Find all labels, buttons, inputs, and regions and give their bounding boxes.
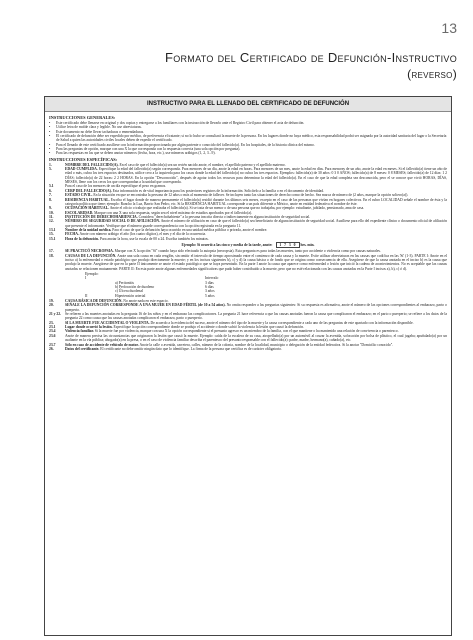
example-cell: 5 años: [205, 293, 215, 298]
title-text: Formato del Certificado de Defunción-Instructivo: [164, 50, 457, 65]
instruction-number: 13.1: [49, 227, 56, 232]
instruction-body: Marque con una X una sola respuesta, según sea el nivel máximo de estudios aprobados por el fallecido(a).: [94, 210, 253, 215]
instruction-body: Anote de manera precisa las circunstancias que originaron la lesión que causó la muerte. Ejemplo: caída de la escalera de su casa, atropellado(a) por un automóvil al cruzar la avenida, sofocación por bolsa de plástico, el cual jugaba; apuñalado(a) por un asaltante en la vía pública; ahogado(a) en la presa, o en el caso de violencia familiar describa el parentesco del presunto responsable con el fallecido(a): padre, madre, hermano(a), cuñado(a), etc.: [65, 333, 447, 343]
example-causes-label: Ejemplo:: [85, 272, 99, 276]
instruction-number: 19.: [49, 299, 54, 304]
instruction-text: [65, 254, 447, 271]
instruction-item: [49, 303, 447, 312]
example-head-col1: I: [85, 276, 87, 281]
example-cell: a) Peritonitis: [115, 280, 134, 285]
example-time-unit: hrs. min.: [300, 242, 315, 247]
instruction-body: Si la muerte fue por violencia, marque con una X la opción correspondiente si el presunto agresor es un miembro de la familia, con el que mantiene o ha mantenido una relación de convivencia o parentesco.: [94, 329, 399, 334]
page-number: 13: [441, 20, 457, 36]
instruction-text: [65, 303, 447, 312]
example-cell: II: [85, 293, 88, 298]
general-item-text: Utilice letra de molde clara y legible. No use abreviaturas.: [56, 125, 142, 130]
instruction-body: Anote con número arábigo el año (los cuatro dígitos), el mes y el día de la ocurrencia.: [79, 232, 207, 237]
instruction-number: 11.: [49, 214, 54, 219]
instruction-label: Lugar donde ocurrió la lesión.: [65, 325, 113, 330]
instruction-label: CAUSAS DE LA DEFUNCIÓN.: [65, 253, 117, 258]
general-item: [49, 151, 447, 155]
example-cell: Hipertensión arterial: [115, 293, 146, 298]
instructions-card: [44, 96, 452, 636]
instruction-label: Hora de la defunción.: [65, 236, 100, 241]
instruction-number: 23.6: [49, 333, 56, 338]
instruction-text: [65, 334, 447, 343]
instruction-number: 15.1: [49, 236, 56, 241]
example-head-col3: Intervalo: [205, 276, 219, 281]
instructions-body: [45, 112, 451, 351]
bullet-icon: •: [49, 134, 51, 139]
instruction-number: 10.: [49, 210, 54, 215]
general-item-text: Para las respuestas en las que se deben anotar números (fecha, hora, etc.), use números arábigos (1, 2, 3...9).: [56, 151, 216, 156]
specific-list-c: [49, 299, 447, 351]
instruction-number: 23.: [49, 320, 54, 325]
instruction-label: SEÑALE LA DEFUNCIÓN CORRESPONDE A UNA MUJER EN EDAD FÉRTIL (de 10 a 54 años).: [65, 303, 226, 308]
instruction-label: NÚMERO DE SEGURIDAD SOCIAL O DE AFILIACIÓN.: [65, 219, 160, 224]
instruction-text: [65, 167, 447, 184]
example-cell: b) Perforación de duodeno: [115, 285, 155, 290]
bullet-icon: •: [49, 129, 51, 134]
instruction-body: Esta información es de vital importancia para los posteriores registros de la información. Solicítelo a la familia o en el documento de identidad.: [112, 188, 325, 193]
bullet-icon: •: [49, 121, 51, 125]
instruction-body: No anote nada en este espacio.: [123, 299, 169, 304]
instruction-label: RESIDENCIA HABITUAL.: [65, 197, 110, 202]
instruction-label: Datos del certificante.: [65, 346, 100, 351]
instruction-number: 21 y 22.: [49, 312, 61, 317]
instruction-body: En el caso de que el fallecido(a) sea un recién nacido anote, el nombre, el apellido paterno y el apellido materno.: [119, 162, 286, 167]
instruction-label: EDAD CUMPLIDA.: [65, 167, 98, 172]
instruction-number: 9.: [49, 206, 52, 211]
example-causes-rows: [85, 281, 447, 298]
instruction-body: Para el caso de que la defunción haya ocurrido en una unidad médica pública o privada, anote el nombre.: [112, 227, 268, 232]
instruction-body: Se refieren a las muertes anotadas en la pregunta 16 de los niños y en el embarazo las complicaciones. La pregunta 21 hace referencia a que las causas anotadas fueron la causa que complicaron el embarazo; en el parto o puerperio; se refiere a los datos de la pregunta 22 como causa que las causas anotadas complicaron el embarazo, parto o puerperio.: [65, 312, 447, 321]
instruction-number: 5.: [49, 167, 52, 172]
general-item-text: Este documento no debe llevar tachaduras o enmendaduras.: [56, 129, 145, 134]
specific-heading: INSTRUCCIONES ESPECÍFICAS:: [49, 156, 118, 162]
instruction-body: Anote el oficio o trabajo que realizaba el fallecido(a). Si se trata de un menor o de una persona que no trabajaba, por ejemplo: estudiante, jubilado, pensionado, ama de casa.: [109, 206, 365, 211]
instruction-label: CAUSA BÁSICA DE DEFUNCIÓN.: [65, 299, 123, 304]
card-header: INSTRUCTIVO PARA EL LLENADO DEL CERTIFICADO DE DEFUNCIÓN: [45, 97, 451, 112]
instruction-item: [49, 254, 447, 271]
instruction-body: Marque con X la opción "Sí" cuando haya sido efectuado la autopsia (necropsia). Esta pregunta es para todas las muertes, tanto por accidente o violencia como por causas naturales.: [114, 249, 381, 254]
instruction-body: Escriba el lugar donde de manera permanente el fallecido(a) residió durante los últimos seis meses, excepto en el caso de las personas que vivían en hogares colectivos. En el rubro LOCALIDAD señale el nombre de ésta y la categoría política que tiene; ejemplo: Rancho la Luz, Barrio San Pedro, etc. Si la RESIDENCIA HABITUAL corresponde a un país diferente a México, anote en entidad federativa el nombre de éste.: [65, 197, 447, 206]
instruction-body: Anote una sola causa en cada renglón, sin omitir el intervalo de tiempo aproximado entre el comienzo de cada causa y la muerte. Evite utilizar abreviaturas en las causas que codifica en las 'Sí' (1-3). PARTE I: Anote en el inciso a) la enfermedad o estado patológico que produjo directamente la muerte; y en los incisos siguientes b), c) y d) la causa básica o de fondo que se origina como consecuencia de ella. Asegúrese de que la causa anotada en el inciso b) es la causa que produjo la muerte. Asegúrese de que en la parte II únicamente se anote el estado patológico que se haya presentado. En la parte I anote la causa que aparece como enfermedad o lesión que inició la cadena de acontecimientos. No es aceptable que las causas anotadas se relacionen mutuamente. PARTE II: En esta parte anote algunas enfermedades significativas que pudo haber contribuido a la muerte, pero que no esté relacionada con las causas anotadas en la Parte I incisos a), b), c) ó d).: [65, 253, 448, 271]
instruction-text: [65, 219, 447, 228]
instruction-body: Especifique la edad del fallecido(a) según corresponda. Para menores de un día, anote la edad en horas. Para menores de un mes, anote la edad en días. Para menores de un año, anote la edad en meses. Si el fallecido(a) tiene un año de edad o más, cubra los tres espacios destinados, utilice cero a la izquierda para los casos donde la edad del fallecido(a) no cubra los tres espacios. Ejemplos: fallecido(a) de 30 años: 0 3 0 AÑOS; fallecido(a) de 8 meses: 0 8 MESES; fallecido(a) de 12 días: 1 2 DÍAS; fallecido(a) de 22 horas: 2 2 HORAS. En la opción "Desconocido", después de agotar todos los recursos para determinar la edad del fallecido(a). En el caso de que la edad completa sea desconocida, pero el se conoce que vivió HORAS, DÍAS, MESES, llene con los ceros los que correspondan a la unidad que corresponda.: [65, 167, 447, 185]
instruction-body: Considera "derechohabiente" a la persona inscrita directa o indirectamente en alguna institución de seguridad social.: [138, 214, 311, 219]
instruction-item: [49, 312, 447, 321]
instruction-number: 5.1: [49, 184, 54, 189]
instruction-body: Anote el número de afiliación en caso de que el fallecido(a) sea beneficiario de alguna institución de seguridad social. Auxíliese para ello del expediente clínico o documento oficial de afiliación que presente el informante. Verifique que el número guarde correspondencia con la opción registrada en la pregunta 11.: [65, 219, 447, 228]
instruction-number: 1.: [49, 162, 52, 167]
instruction-number: 7.: [49, 193, 52, 198]
general-item-text: Este certificado debe llenarse en original y dos copias y entregarse a los familiares con la instrucción de llevarlo ante el Registro Civil para obtener el acta de defunción.: [56, 121, 305, 125]
instruction-number: 20.: [49, 303, 54, 308]
instruction-body: El certificante no debe omitir ningún dato que lo identifique. La firma de la persona que certifica es de carácter obligatorio.: [100, 346, 283, 351]
instruction-number: 8.: [49, 197, 52, 202]
instruction-number: 15.: [49, 232, 54, 237]
bullet-icon: •: [49, 142, 51, 147]
example-time-value: 1 7 3 0: [276, 242, 299, 248]
specific-list-a: [49, 163, 447, 241]
instruction-label: FECHA.: [65, 232, 79, 237]
bullet-icon: •: [49, 125, 51, 130]
instruction-label: Nombre de la unidad médica.: [65, 227, 112, 232]
general-item-text: Para las preguntas de opción, marque con una X la que corresponda con la respuesta correcta (una sola opción por pregunta).: [56, 147, 241, 152]
instruction-label: SE PRACTICÓ NECROPSIA.: [65, 249, 114, 254]
specific-list-b: [49, 249, 447, 271]
instruction-label: ESTADO CIVIL.: [65, 193, 93, 198]
general-item-text: El certificado de defunción debe ser expedido por médico, de preferencia el tratante; si no lo hubo se consultará la muerte de la persona. En los lugares donde no haya médico, esta responsabilidad podrá ser asignada por la autoridad sanitaria del lugar o la Secretaría de Salud a quien las autoridades civiles locales deben de expedir el certificado.: [56, 134, 447, 143]
subtitle-text: (reverso): [407, 67, 457, 81]
instruction-label: OCUPACIÓN HABITUAL.: [65, 206, 109, 211]
instruction-label: Violencia familiar.: [65, 329, 94, 334]
general-heading: INSTRUCCIONES GENERALES:: [49, 115, 116, 120]
instruction-body: Para anotar la hora, use la escala de 00 a 24. Escriba también los minutos.: [99, 236, 209, 241]
instruction-body: De acuerdo a la evidencia del suceso, anote el número del tipo de la muerte y la causa correspondiente a cada uno de las preguntas de este apartado con la información disponible.: [150, 320, 414, 325]
instruction-item: [49, 198, 447, 207]
instruction-label: SI LA MUERTE FUE ACCIDENTAL O VIOLENTA.: [65, 320, 150, 325]
instruction-text: [65, 312, 447, 321]
example-time: [49, 242, 447, 248]
instruction-label: CERP DEL FALLECIDO(A).: [65, 188, 112, 193]
page-title: [0, 50, 457, 82]
instruction-label: INSTITUCIÓN DE DERECHOHABIENCIA.: [65, 214, 138, 219]
example-time-label: Ejemplo: Si ocurrió a las cinco y media de la tarde, anote:: [181, 242, 273, 247]
example-cell: 3 años: [205, 289, 215, 294]
example-cell: 3 días: [205, 280, 214, 285]
general-item-text: Para el llenado de este certificado auxíliese con la información proporcionada por algún pariente o conocido del fallecido(a). En los hospitales, de la historia clínica del mismo.: [56, 142, 315, 147]
instruction-label: NOMBRE DEL FALLECIDO(A).: [65, 162, 119, 167]
instruction-text: [65, 237, 447, 241]
general-item: [49, 134, 447, 143]
bullet-icon: •: [49, 151, 51, 156]
instruction-label: Sólo en caso de accidente de vehículo de motor.: [65, 342, 139, 347]
instruction-number: 23.7: [49, 342, 56, 347]
instruction-body: Especifique la opción correspondiente donde se produjo el accidente o donde sufrió la violencia la lesión que causó la defunción.: [113, 325, 304, 330]
instruction-item: [49, 347, 447, 351]
instruction-number: 17.: [49, 249, 54, 254]
bullet-icon: •: [49, 147, 51, 152]
example-causes-table: [85, 272, 447, 298]
instruction-item: [49, 237, 447, 241]
instruction-body: No omita responder a las preguntas siguientes: Si su respuesta es afirmativa, anote el número de las opciones correspondientes al embarazo, parto o puerperio.: [65, 303, 448, 312]
instruction-number: 23.4: [49, 329, 56, 334]
example-cell: c) Úlcera duodenal: [115, 289, 144, 294]
instruction-number: 23.1: [49, 325, 56, 330]
example-cell: 6 días: [205, 285, 214, 290]
instruction-body: Para el caso de los menores de un día especifique el peso en gramos.: [65, 184, 167, 189]
instruction-text: [65, 198, 447, 207]
instruction-item: [49, 219, 447, 228]
instruction-body: En la situación en que se encontraba la persona de 12 años o más al momento de fallecer. Se incluyen tanto las situaciones de derecho como de hecho. Sea marca de número de (2 años, marque la opción soltero(a)).: [93, 193, 409, 198]
instruction-label: ESCOLARIDAD.: [65, 210, 94, 215]
instruction-item: [49, 334, 447, 343]
instruction-number: 18.: [49, 253, 54, 258]
instruction-number: 12.: [49, 219, 54, 224]
example-row: [85, 294, 447, 298]
instruction-body: Anote la calle o avenida, carretera, calles, número de la colonia, nombre de la localidad, municipio o delegación de la entidad federativa. Si la anotar "Domicilio conocido".: [139, 342, 394, 347]
instruction-number: 6.: [49, 188, 52, 193]
instruction-item: [49, 167, 447, 184]
instruction-number: 26.: [49, 346, 54, 351]
general-list: [49, 121, 447, 156]
instruction-text: [65, 347, 447, 351]
